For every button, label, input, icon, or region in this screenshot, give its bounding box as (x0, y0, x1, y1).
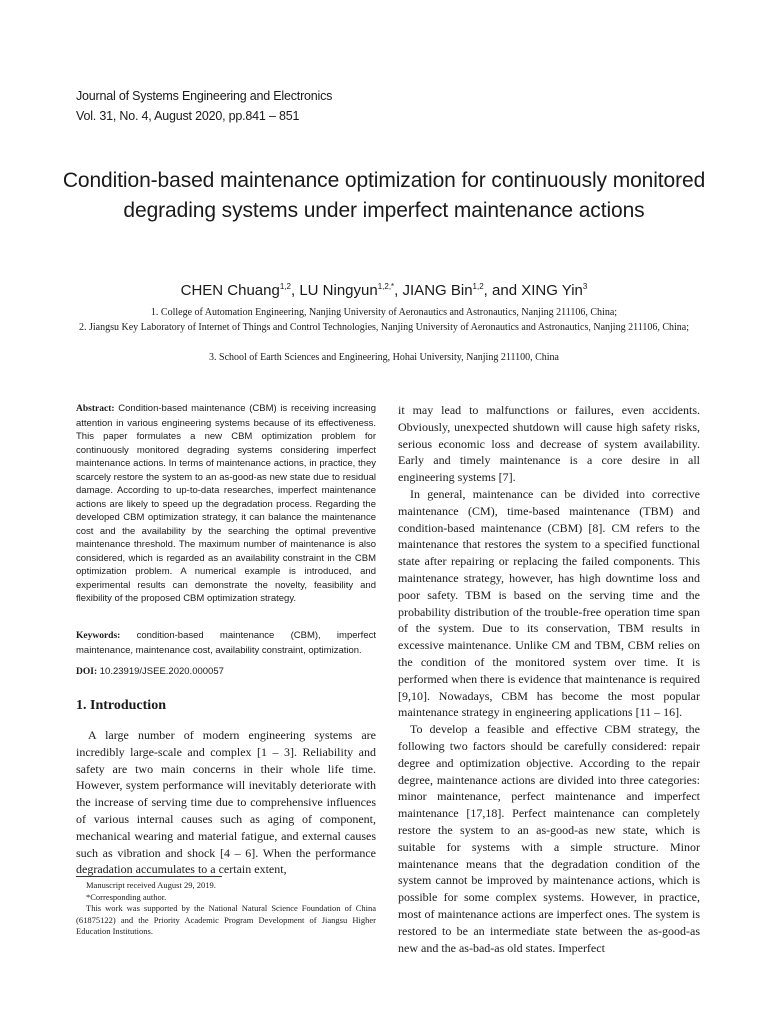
right-column (398, 402, 700, 956)
author-affiliation-mark: 1,2,* (377, 282, 395, 291)
keywords (76, 629, 376, 657)
intro-paragraph: A large number of modern engineering systems are incredibly large-scale and complex [1 – 3]. Reliability and safety are two main concerns in their whole life time. However, system performance will inevitably deteriorate with the increase of serving time due to comprehensive influences of various internal causes such as aging of component, mechanical wearing and material fatigue, and external causes such as vibration and shock [4 – 6]. When the performance degradation accumulates to a certain extent, (76, 728, 376, 877)
footnote-divider (76, 876, 222, 877)
keywords-text: condition-based maintenance (CBM), imperfect maintenance, maintenance cost, availability constraint, optimization. (76, 630, 376, 656)
author-list (40, 282, 728, 299)
doi (76, 665, 376, 680)
abstract-label: Abstract: (76, 404, 115, 414)
body-paragraph: In general, maintenance can be divided into corrective maintenance (CM), time-based maintenance (TBM) and condition-based maintenance (CBM) [8]. CM refers to the maintenance that restores the system to a specified functional state after repairing or replacing the failed components. This maintenance strategy, however, has high downtime loss and poor safety. TBM is based on the serving time and the probability distribution of the trouble-free operation time span of the system. Due to its conservation, TBM results in excessive maintenance. Unlike CM and TBM, CBM relies on the condition of the monitored system over time. It is performed when there is evidence that maintenance is required [9,10]. Nowadays, CBM has become the most popular maintenance strategy in engineering applications [11 – 16]. (398, 486, 700, 720)
author-affiliation-mark: 1,2 (279, 282, 291, 291)
affiliation-1: 1. College of Automation Engineering, Nanjing University of Aeronautics and Astronautics, Nanjing 211106, China; (150, 307, 618, 318)
footnotes (76, 880, 376, 938)
volume-info: Vol. 31, No. 4, August 2020, pp.841 – 851 (76, 109, 300, 123)
author-separator: , (394, 282, 403, 299)
footnote-funding: This work was supported by the National Natural Science Foundation of China (61875122) and the Priority Academic Program Development of Jiangsu Higher Education Institutions. (76, 903, 376, 936)
footnote-corresponding: *Corresponding author. (86, 891, 167, 902)
abstract-text: Condition-based maintenance (CBM) is receiving increasing attention in various engineering systems because of its effectiveness. This paper formulates a new CBM optimization problem for continuously monitored degrading systems considering imperfect maintenance actions. In terms of maintenance actions, in practice, they scarcely restore the system to an as-good-as new state due to residual damage. According to up-to-data researches, imperfect maintenance actions are likely to speed up the degradation process. Regarding the developed CBM optimization strategy, it can balance the maintenance cost and the availability by the searching the optimal preventive maintenance threshold. The maximum number of maintenance is also considered, which is regarded as an availability constraint in the CBM optimization problem. A numerical example is introduced, and experimental results can demonstrate the novelty, feasibility and flexibility of the proposed CBM optimization strategy. (76, 403, 376, 604)
section-heading: 1. Introduction (76, 698, 166, 713)
author-separator: , (290, 282, 300, 299)
doi-value: 10.23919/JSEE.2020.000057 (99, 666, 224, 677)
author-affiliation-mark: 1,2 (472, 282, 484, 291)
body-paragraph: it may lead to malfunctions or failures, even accidents. Obviously, unexpected shutdown will cause high safety risks, serious economic loss and decrease of system availability. Early and timely maintenance is a core desire in all engineering systems [7]. (398, 403, 700, 485)
keywords-label: Keywords: (76, 631, 121, 641)
abstract (76, 402, 376, 606)
author-name: CHEN Chuang (180, 282, 280, 299)
author-separator: , and (483, 282, 522, 299)
author-name: JIANG Bin (402, 282, 473, 299)
journal-name: Journal of Systems Engineering and Electronics (76, 89, 333, 103)
body-paragraph: To develop a feasible and effective CBM strategy, the following two factors should be carefully considered: repair degree and optimization objective. According to the repair degree, maintenance actions are divided into three categories: minor maintenance, perfect maintenance and imperfect maintenance [17,18]. Perfect maintenance can completely restore the system to an as-good-as new state, which is suitable for systems with a simple structure. Minor maintenance means that the degradation condition of the system cannot be improved by maintenance actions, which is possible for some complex systems. However, in practice, most of maintenance actions are imperfect ones. The system is restored to be an intermediate state between the as-good-as new and the as-bad-as old states. Imperfect (398, 722, 700, 955)
paper-title: Condition-based maintenance optimization for continuously monitored degrading systems under imperfect maintenance actions (62, 169, 706, 222)
doi-label: DOI: (76, 667, 98, 677)
affiliation-2: 2. Jiangsu Key Laboratory of Internet of Things and Control Technologies, Nanjing University of Aeronautics and Astronautics, Nanjing 211106, China; (78, 322, 690, 333)
author-name: XING Yin (521, 282, 583, 299)
affiliation-3: 3. School of Earth Sciences and Engineering, Hohai University, Nanjing 211100, China (209, 352, 559, 363)
author-affiliation-mark: 3 (582, 282, 588, 291)
footnote-received: Manuscript received August 29, 2019. (86, 880, 216, 890)
author-name: LU Ningyun (299, 282, 378, 299)
